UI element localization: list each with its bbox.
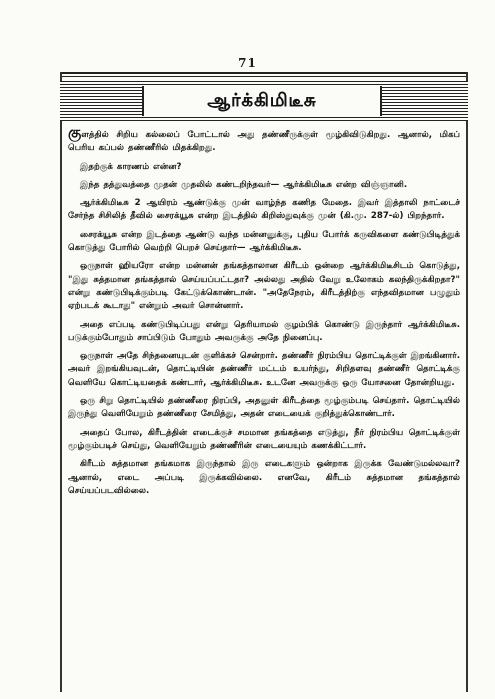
paragraph: அதைப் போல, கிரீடத்தின் எடைக்குச் சமமான தங்கத்தை எடுத்து, நீர் நிரம்பிய தொட்டிக்குள் மூழ்கும்படிச் செய்து, வெளியேறும் தண்ணீரின் எடையையும் கணக்கிட்டார். — [68, 427, 460, 451]
right-border-rule — [466, 72, 468, 692]
page-title: ஆர்க்கிமிடீசு — [207, 89, 317, 111]
paragraph: ஒருநாள் அதே சிந்தனையுடன் குளிக்கச் சென்றார். தண்ணீர் நிரம்பிய தொட்டிக்குள் இறங்கினார். அவர் இறங்கியவுடன், தொட்டியின் தண்ணீர் மட்டம் உயர்ந்து, சிறிதளவு தண்ணீர் தொட்டிக்கு வெளியே கொட்டியதைக் கண்டார், ஆர்க்கிமிடீசு. உடனே அவருக்கு ஒரு யோசனை தோன்றியது. — [68, 351, 460, 388]
title-frame — [142, 86, 382, 116]
top-border-rule — [60, 72, 468, 74]
paragraph: இந்த தத்துவத்தை முதன் முதலில் கண்டறிந்தவர்— ஆர்க்கிமிடீசு என்ற விஞ்ஞானி. — [80, 179, 408, 190]
top-border-rule-thin — [60, 76, 468, 77]
paragraph: ஆர்க்கிமிடீசு 2 ஆயிரம் ஆண்டுக்கு முன் வாழ்ந்த கணித மேதை. இவர் இத்தாலி நாட்டைச் சேர்ந்த சிசிலித் தீவில் சைரக்யூசு என்ற இடத்தில் கிறிஸ்துவுக்கு முன் (கி.மு. 287-ல்) பிறந்தார். — [68, 198, 460, 222]
paragraph: ஒருநாள் ஹியரோ என்ற மன்னன் தங்கத்தாலான கிரீடம் ஒன்றை ஆர்க்கிமிடீசிடம் கொடுத்து, "இது சுத்தமான தங்கத்தால் செய்யப்பட்டதா? அல்லது அதில் வேறு உலோகம் கலந்திருக்கிறதா?" என்று கண்டுபிடிக்கும்படி கேட்டுக்கொண்டான். "அதேநேரம், கிரீடத்திற்கு எந்தவிதமான பழுதும் ஏற்படக் கூடாது" என்றும் அவர் சொன்னார். — [68, 261, 460, 312]
paragraph: இதற்குக் காரணம் என்ன? — [80, 161, 182, 172]
article-body — [68, 126, 460, 696]
paragraph: அதை எப்படி கண்டுபிடிப்பது என்று தெரியாமல் குழம்பிக் கொண்டு இருந்தார் ஆர்க்கிமிடீசு. படுக்கும்போதும் சாப்பிடும் போதும் அவருக்கு அதே நினைப்பு. — [68, 319, 460, 343]
page-number: 71 — [238, 56, 257, 70]
paragraph — [68, 126, 460, 156]
paragraph: சைரக்யூசு என்ற இடத்தை ஆண்டு வந்த மன்னனுக்கு, புதிய போர்க் கருவிகளை கண்டுபிடித்துக் கொடுத்து போரில் வெற்றி பெறச் செய்தார்— ஆர்க்கிமிடீசு. — [68, 229, 460, 254]
drop-cap: கு — [68, 126, 82, 141]
left-border-rule — [60, 72, 62, 692]
paragraph: ஒரு சிறு தொட்டியில் தண்ணீரை நிரப்பி, அதனுள் கிரீடத்தை மூழ்கும்படி செய்தார். தொட்டியில் இருந்து வெளியேறும் தண்ணீரை சேமித்து, அதன் எடையைக் குறித்துக்கொண்டார். — [68, 396, 460, 420]
paragraph: கிரீடம் சுத்தமான தங்கமாக இருந்தால் இரு எடைகளும் ஒன்றாக இருக்க வேண்டுமல்லவா? ஆனால், எடை அப்படி இருக்கவில்லை. எனவே, கிரீடம் சுத்தமான தங்கத்தால் செய்யப்படவில்லை. — [68, 459, 460, 496]
paragraph-text: ளத்தில் சிறிய கல்லைப் போட்டால் அது தண்ணீருக்குள் மூழ்கிவிடுகிறது. ஆனால், மிகப் பெரிய கப்பல் தண்ணீரில் மிதக்கிறது. — [68, 130, 460, 154]
